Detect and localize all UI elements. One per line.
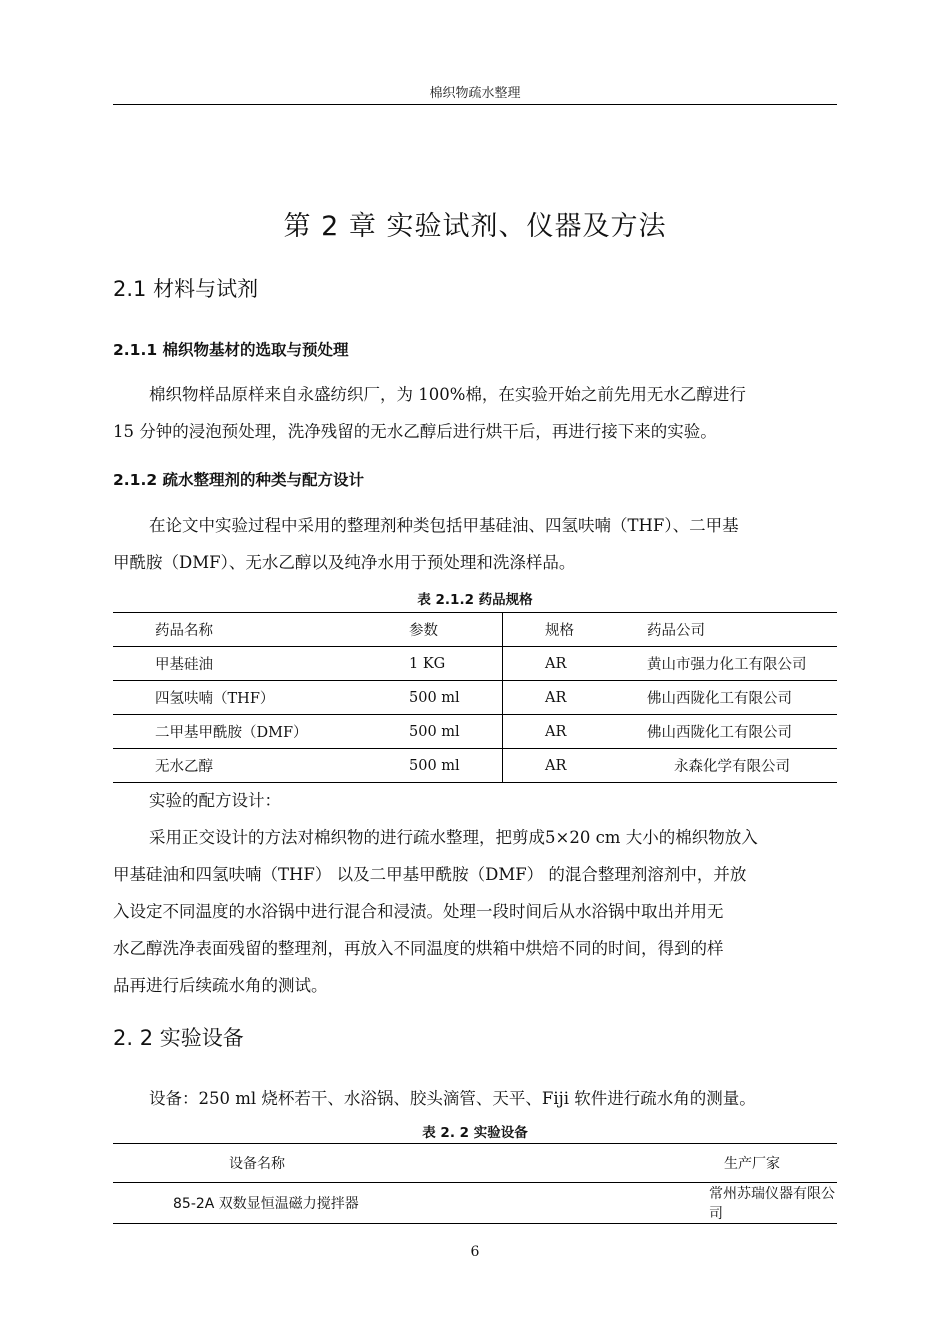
- table-header-row: [113, 613, 837, 647]
- paragraph-line: 15 分钟的浸泡预处理，洗净残留的无水乙醇后进行烘干后，再进行接下来的实验。: [113, 422, 717, 441]
- page-number: 6: [470, 1244, 480, 1260]
- table-cell: 1 KG: [409, 647, 503, 681]
- paragraph-line: 入设定不同温度的水浴锅中进行混合和浸渍。处理一段时间后从水浴锅中取出并用无: [113, 902, 724, 921]
- table-header-cell: 规格: [503, 613, 648, 647]
- table-row: [113, 647, 837, 681]
- chapter-title: 第 2 章 实验试剂、仪器及方法: [283, 211, 667, 242]
- table-cell: 永森化学有限公司: [647, 749, 837, 783]
- table-cell: 500 ml: [409, 749, 503, 783]
- table-caption-reagents: 表 2.1.2 药品规格: [417, 592, 533, 608]
- paragraph-line: 实验的配方设计：: [149, 791, 281, 810]
- subsection-title-2-1-1: 2.1.1 棉织物基材的选取与预处理: [113, 341, 349, 359]
- table-cell: 常州苏瑞仪器有限公司: [559, 1183, 837, 1224]
- table-cell: 二甲基甲酰胺（DMF）: [113, 715, 409, 749]
- table-row: [113, 749, 837, 783]
- table-row: [113, 715, 837, 749]
- table-cell: 四氢呋喃（THF）: [113, 681, 409, 715]
- table-caption-equipment: 表 2. 2 实验设备: [422, 1125, 528, 1141]
- paragraph-line: 甲酰胺（DMF）、无水乙醇以及纯净水用于预处理和洗涤样品。: [113, 553, 576, 572]
- table-cell: 甲基硅油: [113, 647, 409, 681]
- running-header: 棉织物疏水整理: [429, 86, 521, 101]
- table-cell: 黄山市强力化工有限公司: [647, 647, 837, 681]
- table-header-row: [113, 1144, 837, 1183]
- paragraph-equipment: [113, 1080, 837, 1117]
- table-row: [113, 681, 837, 715]
- table-cell: 无水乙醇: [113, 749, 409, 783]
- reagent-table: [113, 612, 837, 783]
- table-cell: AR: [503, 715, 648, 749]
- paragraph-line: 在论文中实验过程中采用的整理剂种类包括甲基硅油、四氢呋喃（THF）、二甲基: [149, 516, 739, 535]
- table-cell: 85-2A 双数显恒温磁力搅拌器: [113, 1183, 559, 1224]
- table-cell: 佛山西陇化工有限公司: [647, 681, 837, 715]
- table-header-cell: 参数: [409, 623, 438, 639]
- paragraph-line: 设备：250 ml 烧杯若干、水浴锅、胶头滴管、天平、Fiji 软件进行疏水角的测量。: [149, 1089, 756, 1108]
- paragraph-agents: [113, 507, 837, 581]
- section-title-2-1: 2.1 材料与试剂: [113, 277, 259, 301]
- table-header-cell: 药品公司: [647, 623, 705, 639]
- subsection-title-2-1-2: 2.1.2 疏水整理剂的种类与配方设计: [113, 471, 365, 489]
- table-cell: AR: [503, 749, 648, 783]
- paragraph-line: 棉织物样品原样来自永盛纺织厂，为 100%棉，在实验开始之前先用无水乙醇进行: [149, 385, 746, 404]
- table-cell: 500 ml: [409, 681, 503, 715]
- table-cell: AR: [503, 647, 648, 681]
- paragraph-pretreatment: [113, 376, 837, 450]
- table-cell: 500 ml: [409, 715, 503, 749]
- paragraph-line: 甲基硅油和四氢呋喃（THF） 以及二甲基甲酰胺（DMF） 的混合整理剂溶剂中，并放: [113, 865, 747, 884]
- table-header-cell: 生产厂家: [724, 1156, 780, 1172]
- section-title-2-2: 2. 2 实验设备: [113, 1026, 244, 1050]
- table-cell: AR: [503, 681, 648, 715]
- paragraph-formula: [113, 782, 837, 1004]
- table-row: [113, 1183, 837, 1224]
- paragraph-line: 品再进行后续疏水角的测试。: [113, 976, 328, 995]
- paragraph-line: 水乙醇洗净表面残留的整理剂，再放入不同温度的烘箱中烘焙不同的时间，得到的样: [113, 939, 724, 958]
- equipment-table: [113, 1143, 837, 1224]
- paragraph-line: 采用正交设计的方法对棉织物的进行疏水整理，把剪成5×20 cm 大小的棉织物放入: [149, 828, 758, 847]
- header-rule: [113, 104, 837, 105]
- table-header-cell: 设备名称: [229, 1156, 285, 1172]
- table-header-cell: 药品名称: [155, 623, 213, 639]
- table-cell: 佛山西陇化工有限公司: [647, 715, 837, 749]
